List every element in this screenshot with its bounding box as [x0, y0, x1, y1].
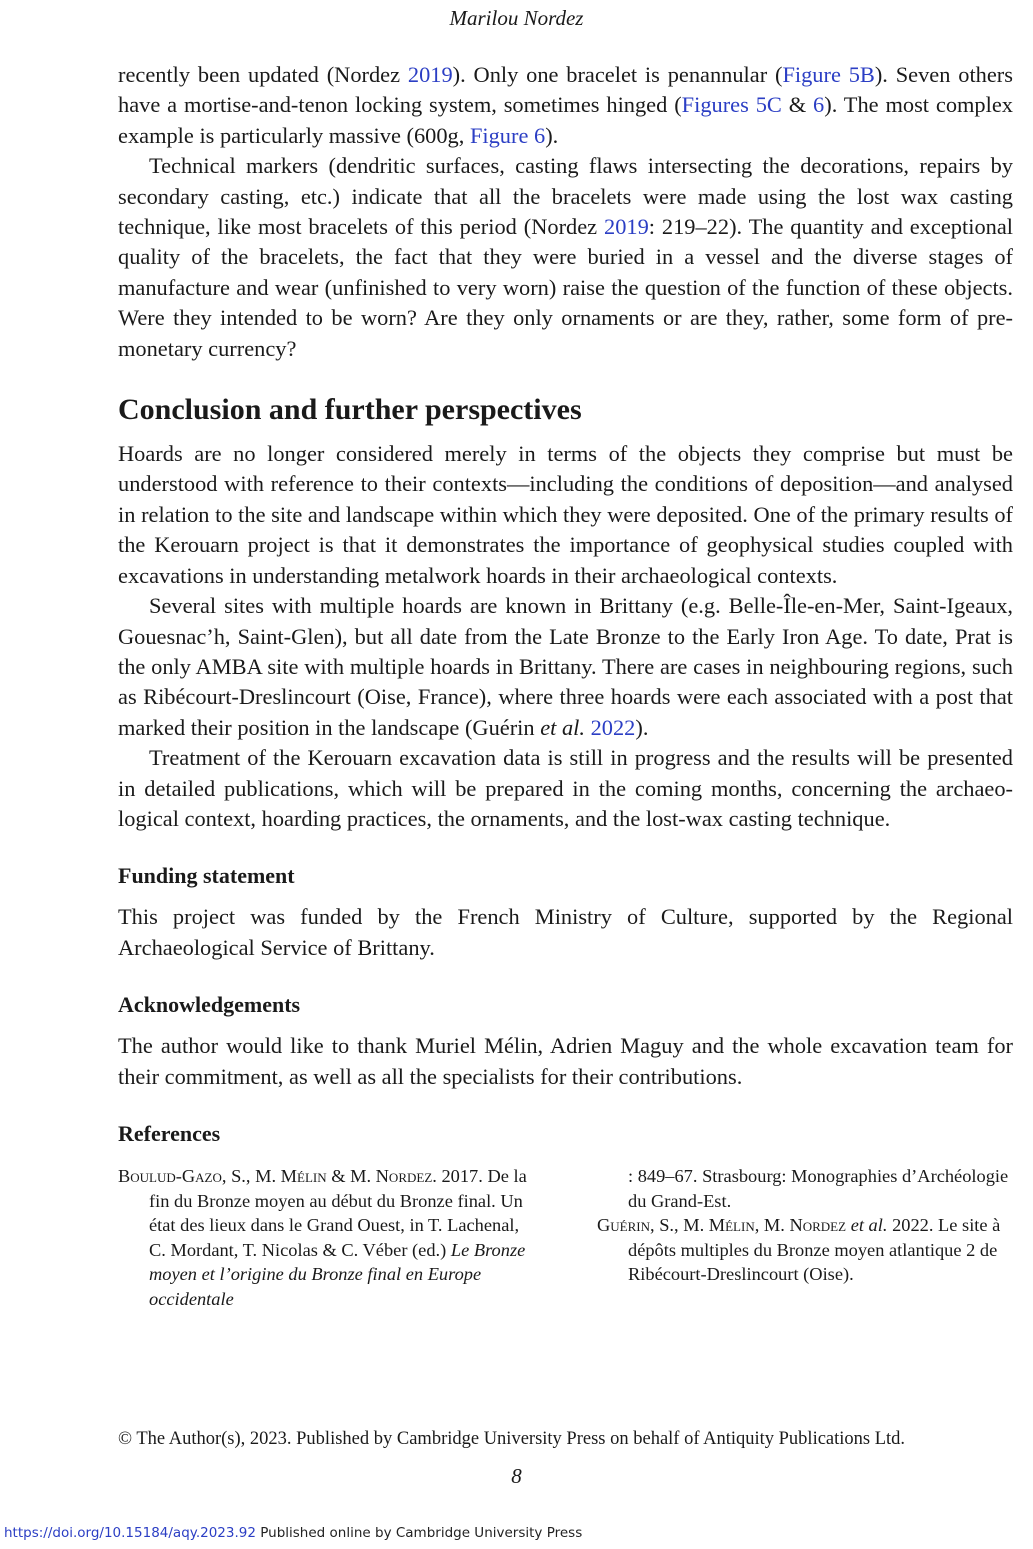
figure-link[interactable]: 6 — [813, 92, 825, 118]
reference-text: . 2017. De la fin du Bronze moyen au début du Bronze final. Un état des lieux dans le Grand Ouest, in T. Lachenal, C. Mordant, T. Nicolas & C. Véber (ed.) — [149, 1165, 527, 1260]
doi-footer — [4, 1523, 582, 1543]
reference-authors: Guérin, S., M. Mélin, M. Nordez — [597, 1215, 847, 1236]
text: Technical markers (dendritic surfaces, casting flaws intersecting the decorations, repairs by secondary casting, etc.) indicate that all the bracelets were made using the lost wax casting technique, like most bracelets of this period (Nordez — [118, 153, 1013, 240]
copyright-notice: © The Author(s), 2023. Published by Cambridge University Press on behalf of Antiquity Publications Ltd. — [118, 1429, 906, 1449]
figure-link[interactable]: Figure 5B — [782, 62, 875, 87]
text: : 219–22). The quantity and exceptional quality of the bracelets, the fact that they were buried in a vessel and the diverse stages of manufacture and wear (unfinished to very worn) raise the question of the function of these objects. Were they intended to be worn? Are they only ornaments or are they, rather, some form of pre-monetary currency? — [118, 214, 1013, 361]
citation-link[interactable]: 2022 — [590, 714, 636, 740]
citation-link[interactable]: 2019 — [407, 62, 453, 87]
figure-link[interactable]: Figures 5C — [681, 92, 782, 118]
reference-entry — [118, 1164, 538, 1312]
acknowledgements-heading: Acknowledgements — [118, 992, 301, 1018]
text: Several sites with multiple hoards are known in Brittany (e.g. Belle-Île-en-Mer, Saint-Igeaux, Gouesnac’h, Saint-Glen), but all date from the Late Bronze to the Early Iron Age. To date, Prat is the only AMBA site with multiple hoards in Brittany. There are cases in neighbouring regions, such as Ribécourt-Dreslincourt (Oise, France), where three hoards were each associated with a post that marked their position in the landscape (Guérin — [118, 593, 1013, 740]
figure-link[interactable]: Figure 6 — [469, 122, 546, 148]
paragraph-technical-markers — [118, 151, 1013, 364]
reference-entry — [597, 1213, 1011, 1287]
reference-continuation — [597, 1164, 1011, 1213]
text: ). The most complex example is particularly massive (600g, — [118, 92, 1013, 148]
text: ). — [635, 714, 649, 740]
text: ). — [545, 122, 559, 148]
references-heading: References — [118, 1120, 221, 1146]
et-al: et al. — [540, 714, 585, 740]
paragraph-bracelets — [118, 60, 1013, 151]
reference-title: Le Bronze moyen et l’origine du Bronze final en Europe occidentale — [149, 1239, 526, 1309]
reference-list — [118, 1164, 1011, 1312]
reference-text: : 849–67. Strasbourg: Monographies d’Archéologie du Grand-Est. — [628, 1165, 1009, 1211]
section-heading-conclusion: Conclusion and further perspectives — [118, 393, 582, 427]
text: ). Only one bracelet is penannular ( — [452, 62, 783, 87]
text: recently been updated (Nordez — [118, 62, 408, 87]
running-head: Marilou Nordez — [449, 6, 584, 30]
reference-column-right — [597, 1164, 1011, 1312]
paragraph-conclusion-1: Hoards are no longer considered merely in terms of the objects they comprise but must be understood with reference to their contexts—including the conditions of deposition—and analysed in relation to the site and landscape within which they were deposited. One of the primary results of the Kerouarn project is that it demonstrates the importance of geophysical studies coupled with excavations in understanding metalwork hoards in their archaeological contexts. — [118, 441, 1013, 588]
text: & — [781, 92, 814, 118]
acknowledgements-text: The author would like to thank Muriel Mélin, Adrien Maguy and the whole excavation team for their commitment, as well as all the specialists for their contributions. — [118, 1033, 1013, 1089]
paragraph-conclusion-3: Treatment of the Kerouarn excavation data is still in progress and the results will be presented in detailed publications, which will be prepared in the coming months, concerning the archaeological context, hoarding practices, the ornaments, and the lost-wax casting technique. — [118, 745, 1013, 831]
citation-link[interactable]: 2019 — [604, 214, 649, 240]
doi-link[interactable]: https://doi.org/10.15184/aqy.2023.92 — [4, 1525, 256, 1541]
paragraph-conclusion-2 — [118, 591, 1013, 743]
article-body — [118, 60, 1013, 1312]
funding-text: This project was funded by the French Ministry of Culture, supported by the Regional Archaeological Service of Brittany. — [118, 904, 1013, 960]
funding-heading: Funding statement — [118, 863, 295, 889]
text: ). Seven others have a mortise-and-tenon locking system, sometimes hinged ( — [118, 62, 1013, 118]
page-number: 8 — [511, 1464, 522, 1488]
reference-column-left — [118, 1164, 538, 1312]
footer-text: Published online by Cambridge University Press — [255, 1525, 583, 1541]
reference-text: 2022. Le site à dépôts multiples du Bronze moyen atlantique 2 de Ribécourt-Dreslincourt (Oise). — [628, 1215, 1001, 1285]
reference-authors: Boulud-Gazo, S., M. Mélin & M. Nordez — [118, 1165, 433, 1186]
et-al: et al. — [850, 1215, 888, 1236]
